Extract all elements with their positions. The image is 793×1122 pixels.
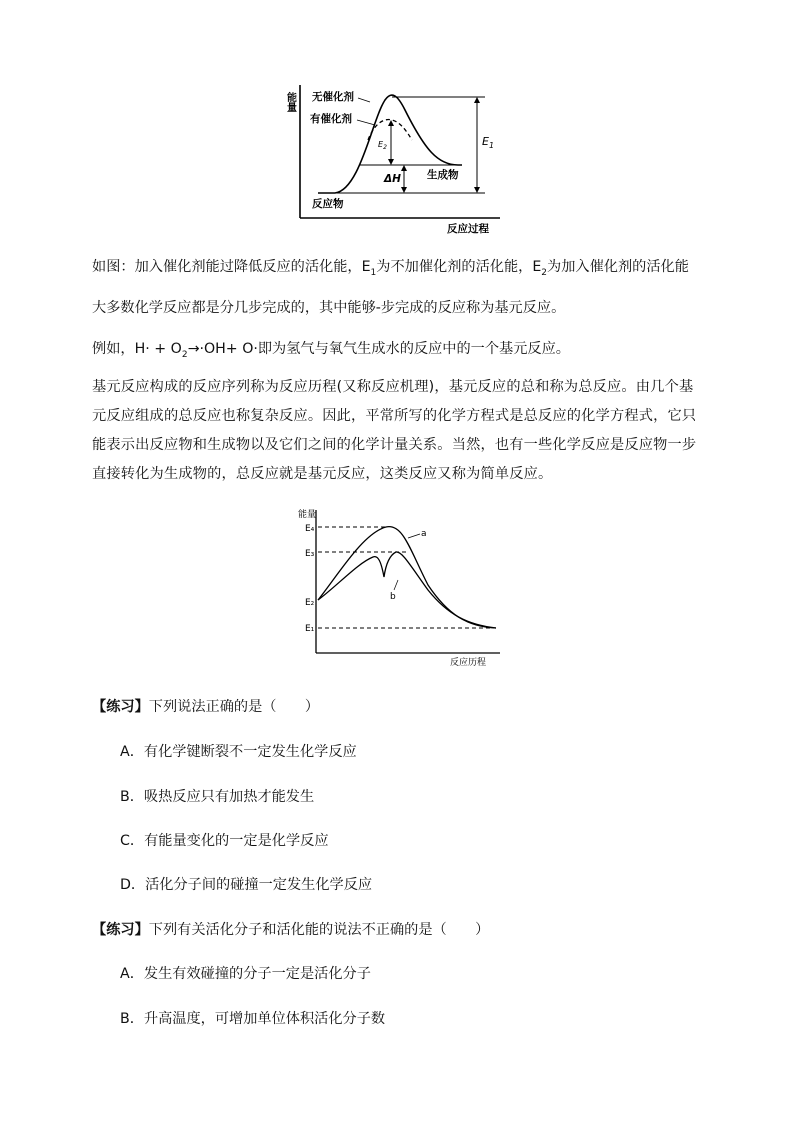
q1-option-a[interactable]: A．有化学键断裂不一定发生化学反应 [120,744,357,760]
no-catalyst-label: 无催化剂 [312,91,354,103]
q1-option-b[interactable]: B．吸热反应只有加热才能发生 [120,789,315,805]
fig2-e2-label: E₂ [305,598,315,608]
paragraph-example: 例如，$H\cdot + O_2\to\cdot OH+ O\cdot$即为氢气与氧气生成水的反应中的一个基元反应。 [92,341,570,360]
q1-option-c[interactable]: C．有能量变化的一定是化学反应 [120,833,329,849]
fig2-e3-label: E₃ [305,549,315,559]
q2-option-a[interactable]: A．发生有效碰撞的分子一定是活化分子 [120,966,371,982]
paragraph-multistep: 大多数化学反应都是分几步完成的，其中能够-步完成的反应称为基元反应。 [92,300,566,316]
fig2-e4-label: E₄ [305,524,315,534]
figure1-caption: 如图：加入催化剂能过降低反应的活化能，$E_1$为不加催化剂的活化能，$E_2$为加入催化剂的活化能 [92,259,689,278]
q2-option-b[interactable]: B．升高温度，可增加单位体积活化分子数 [120,1011,386,1027]
curve-b-label: b [390,592,396,602]
e2-label: $E_2$ [378,140,387,151]
with-catalyst-label: 有催化剂 [310,113,352,125]
reaction-path-diagram [278,505,508,670]
fig2-x-axis-label: 反应历程 [450,658,487,668]
question-1: 【练习】下列说法正确的是（ ） [92,699,320,715]
question-2: 【练习】下列有关活化分子和活化能的说法不正确的是（ ） [92,922,490,938]
paragraph-mechanism: 基元反应构成的反应序列称为反应历程(又称反应机理)，基元反应的总和称为总反应。由几个基元反应组成的总反应也称复杂反应。因此，平常所写的化学方程式是总反应的化学方程式，它只能表示出反应物和生成物以及它们之间的化学计量关系。当然，也有一些化学反应是反应物一步直接转化为生成物的，总反应就是基元反应，这类反应又称为简单反应。 [92,379,697,482]
dh-label: ΔH [384,173,401,185]
product-label: 生成物 [427,169,459,181]
y-axis-label: 能量 [284,92,296,112]
catalyst-energy-diagram [280,80,510,240]
curve-a-label: a [421,529,427,539]
reactant-label: 反应物 [312,198,344,210]
x-axis-label: 反应过程 [447,223,489,235]
fig2-e1-label: E₁ [305,624,315,634]
fig2-y-axis-label: 能量 [298,510,317,520]
q1-option-d[interactable]: D．活化分子间的碰撞一定发生化学反应 [120,877,373,893]
e1-label: $E_1$ [482,135,495,150]
